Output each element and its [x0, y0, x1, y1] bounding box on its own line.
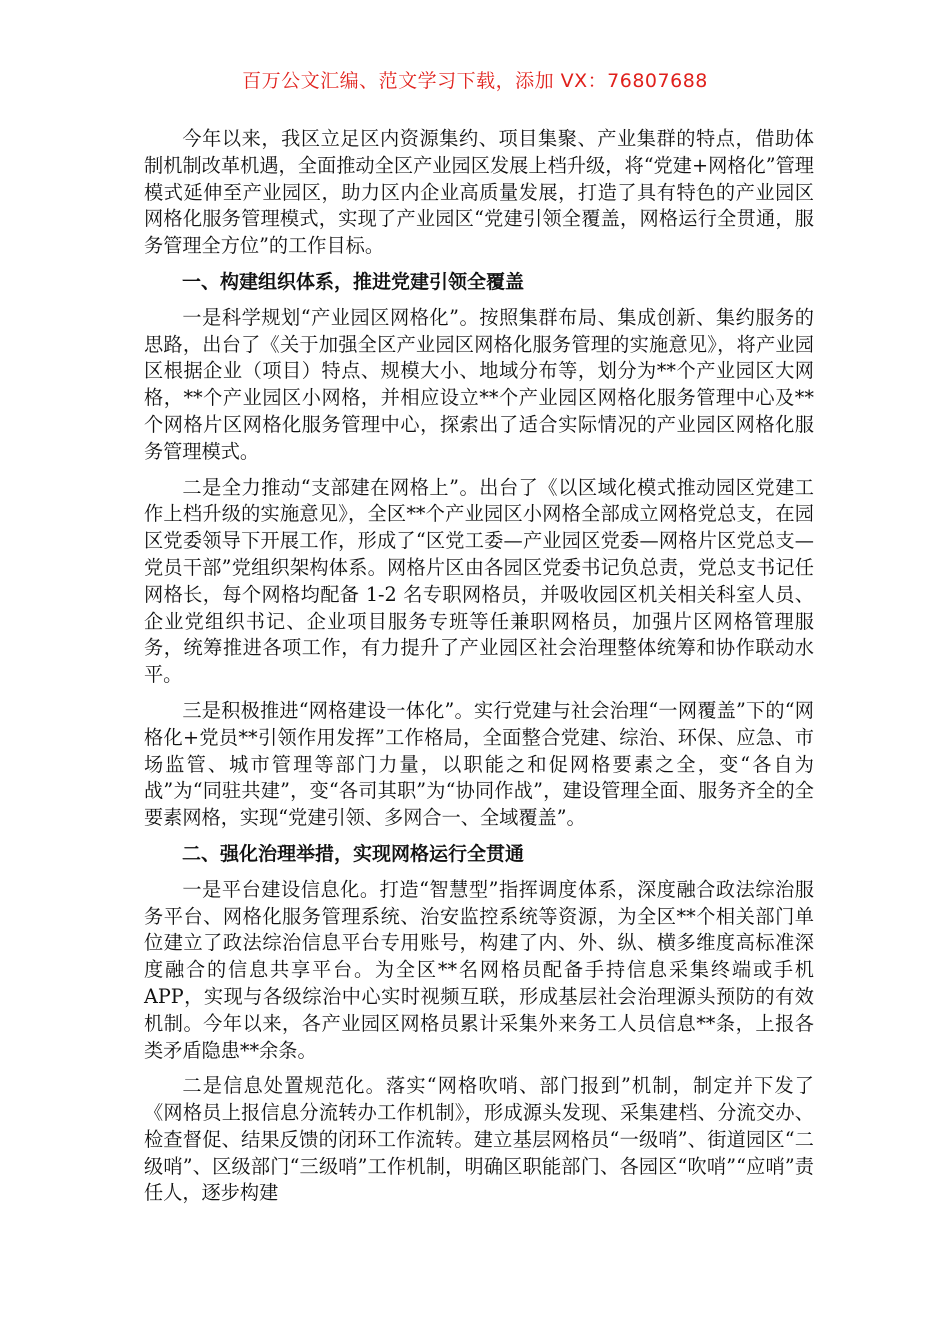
body-paragraph: 一是平台建设信息化。打造“智慧型”指挥调度体系，深度融合政法综治服务平台、网格化服务管理系统、治安监控系统等资源，为全区**个相关部门单位建立了政法综治信息平台专用账号，构建了内、外、纵、横多维度高标准深度融合的信息共享平台。为全区**名网格员配备手持信息采集终端或手机 APP，实现与各级综治中心实时视频互联，形成基层社会治理源头预防的有效机制。今年以来，各产业园区网格员累计采集外来务工人员信息**条，上报各类矛盾隐患**余条。: [144, 877, 814, 1062]
document-body: [144, 126, 814, 1216]
body-paragraph: 二是全力推动“支部建在网格上”。出台了《以区域化模式推动园区党建工作上档升级的实施意见》，全区**个产业园区小网格全部成立网格党总支，在园区党委领导下开展工作，形成了“区党工委—产业园区党委—网格片区党总支—党员干部”党组织架构体系。网格片区由各园区党委书记负总责，党总支书记任网格长，每个网格均配备 1-2 名专职网格员，并吸收园区机关相关科室人员、企业党组织书记、企业项目服务专班等任兼职网格员，加强片区网格管理服务，统筹推进各项工作，有力提升了产业园区社会治理整体统筹和协作联动水平。: [144, 475, 814, 687]
section-heading-2: 二、强化治理举措，实现网格运行全贯通: [182, 842, 525, 865]
intro-paragraph: 今年以来，我区立足区内资源集约、项目集聚、产业集群的特点，借助体制机制改革机遇，全面推动全区产业园区发展上档升级，将“党建+网格化”管理模式延伸至产业园区，助力区内企业高质量发展，打造了具有特色的产业园区网格化服务管理模式，实现了产业园区“党建引领全覆盖，网格运行全贯通，服务管理全方位”的工作目标。: [144, 127, 814, 258]
watermark-banner: 百万公文汇编、范文学习下载，添加 VX：76807688: [242, 70, 708, 92]
body-paragraph: 二是信息处置规范化。落实“网格吹哨、部门报到”机制，制定并下发了《网格员上报信息分流转办工作机制》，形成源头发现、采集建档、分流交办、检查督促、结果反馈的闭环工作流转。建立基层网格员“一级哨”、街道园区“二级哨”、区级部门“三级哨”工作机制，明确区职能部门、各园区“吹哨”“应哨”责任人，逐步构建: [144, 1074, 814, 1205]
body-paragraph: 一是科学规划“产业园区网格化”。按照集群布局、集成创新、集约服务的思路，出台了《关于加强全区产业园区网格化服务管理的实施意见》，将产业园区根据企业（项目）特点、规模大小、地域分布等，划分为**个产业园区大网格，**个产业园区小网格，并相应设立**个产业园区网格化服务管理中心及**个网格片区网格化服务管理中心，探索出了适合实际情况的产业园区网格化服务管理模式。: [144, 305, 814, 463]
section-heading-1: 一、构建组织体系，推进党建引领全覆盖: [182, 270, 525, 293]
body-paragraph: 三是积极推进“网格建设一体化”。实行党建与社会治理“一网覆盖”下的“网格化+党员**引领作用发挥”工作格局，全面整合党建、综治、环保、应急、市场监管、城市管理等部门力量，以职能之和促网格要素之全，变“各自为战”为“同驻共建”，变“各司其职”为“协同作战”，建设管理全面、服务齐全的全要素网格，实现“党建引领、多网合一、全域覆盖”。: [144, 698, 814, 830]
